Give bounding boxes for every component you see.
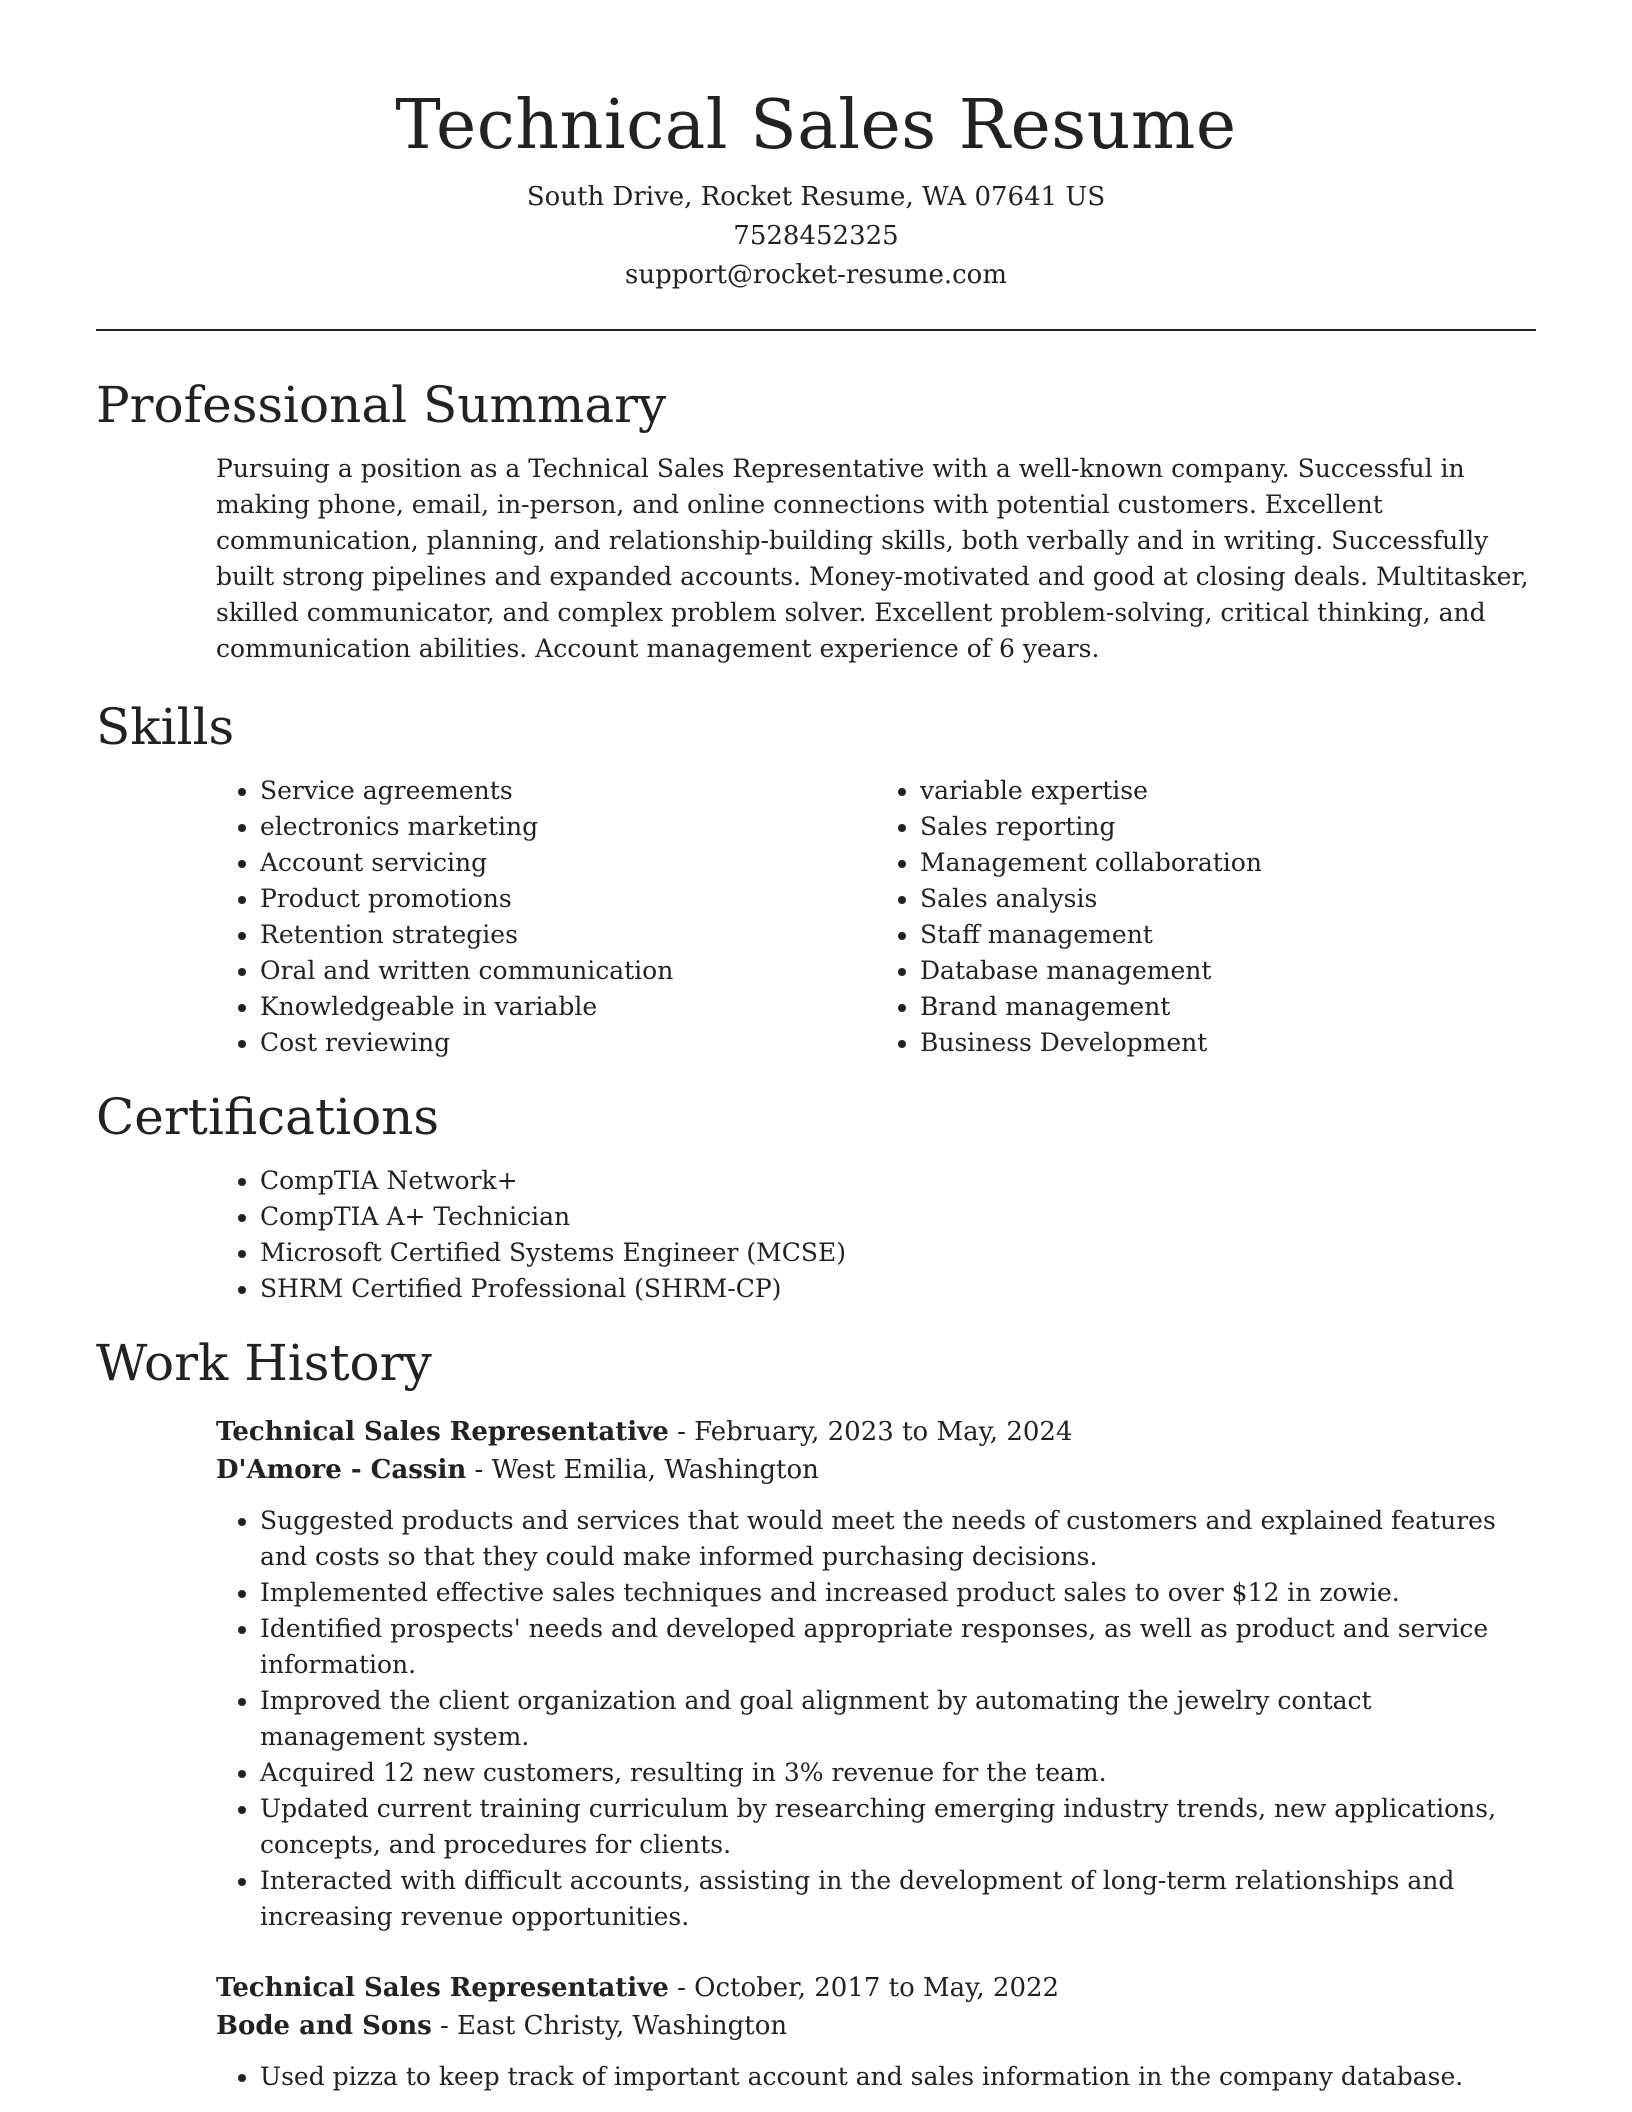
skills-left-column — [216, 773, 876, 1061]
job-dates: - February, 2023 to May, 2024 — [668, 1417, 1073, 1447]
job-company-line — [216, 2007, 1536, 2045]
job-title-line — [216, 1413, 1536, 1451]
skills-section — [96, 695, 1536, 1061]
skill-item: • variable expertise — [920, 773, 1536, 809]
skill-item: • Product promotions — [260, 881, 876, 917]
certification-item: • CompTIA A+ Technician — [260, 1199, 1536, 1235]
skills-right-column — [876, 773, 1536, 1061]
job-company: D'Amore - Cassin — [216, 1455, 467, 1485]
skill-item: • Business Development — [920, 1025, 1536, 1061]
job-bullet: • Improved the client organization and goal alignment by automating the jewelry contact management system. — [260, 1683, 1536, 1755]
job-location: - West Emilia, Washington — [466, 1455, 819, 1485]
skill-item: • Management collaboration — [920, 845, 1536, 881]
resume-header — [96, 0, 1536, 295]
skill-item: • Service agreements — [260, 773, 876, 809]
summary-text: Pursuing a position as a Technical Sales Representative with a well-known company. Successful in making phone, email, in-person, and online connections with potential customers. Excellent communication, planning, and relationship-building skills, both verbally and in writing. Successfully built strong pipelines and expanded accounts. Money-motivated and good at closing deals. Multitasker, skilled communicator, and complex problem solver. Excellent problem-solving, critical thinking, and communication abilities. Account management experience of 6 years. — [216, 454, 1529, 663]
contact-address: South Drive, Rocket Resume, WA 07641 US — [526, 182, 1106, 212]
job-title: Technical Sales Representative — [216, 1973, 669, 2003]
job-dates: - October, 2017 to May, 2022 — [668, 1973, 1060, 2003]
job-location: - East Christy, Washington — [431, 2011, 788, 2041]
skill-item: • Oral and written communication — [260, 953, 876, 989]
job-entry — [216, 1969, 1536, 2095]
work-history-section — [96, 1331, 1536, 2095]
job-title: Technical Sales Representative — [216, 1417, 669, 1447]
skill-item: • Staff management — [920, 917, 1536, 953]
job-bullet: • Interacted with difficult accounts, assisting in the development of long-term relationships and increasing revenue opportunities. — [260, 1863, 1536, 1935]
job-bullets — [216, 2059, 1536, 2095]
certification-item: • Microsoft Certified Systems Engineer (MCSE) — [260, 1235, 1536, 1271]
job-company-line — [216, 1451, 1536, 1489]
summary-heading: Professional Summary — [96, 376, 667, 434]
certification-item: • CompTIA Network+ — [260, 1163, 1536, 1199]
certification-item: • SHRM Certified Professional (SHRM-CP) — [260, 1271, 1536, 1307]
skill-item: • Sales analysis — [920, 881, 1536, 917]
summary-section — [96, 373, 1536, 667]
skill-item: • Sales reporting — [920, 809, 1536, 845]
job-bullet: • Implemented effective sales techniques and increased product sales to over $12 in zowie. — [260, 1575, 1536, 1611]
skill-item: • Account servicing — [260, 845, 876, 881]
skill-item: • Cost reviewing — [260, 1025, 876, 1061]
job-company: Bode and Sons — [216, 2011, 432, 2041]
contact-block — [96, 178, 1536, 295]
skill-item: • Database management — [920, 953, 1536, 989]
skill-item: • Knowledgeable in variable — [260, 989, 876, 1025]
resume-page — [96, 0, 1536, 2095]
skill-item: • Brand management — [920, 989, 1536, 1025]
skills-grid — [216, 773, 1536, 1061]
job-bullet: • Acquired 12 new customers, resulting in 3% revenue for the team. — [260, 1755, 1536, 1791]
job-title-line — [216, 1969, 1536, 2007]
contact-phone: 7528452325 — [733, 221, 899, 251]
header-divider — [96, 329, 1536, 331]
job-bullet: • Used pizza to keep track of important account and sales information in the company database. — [260, 2059, 1536, 2095]
skill-item: • Retention strategies — [260, 917, 876, 953]
certifications-heading: Certifications — [96, 1088, 440, 1146]
certifications-list — [216, 1163, 1536, 1307]
work-history-heading: Work History — [96, 1334, 432, 1392]
job-bullet: • Updated current training curriculum by researching emerging industry trends, new applications, concepts, and procedures for clients. — [260, 1791, 1536, 1863]
skill-item: • electronics marketing — [260, 809, 876, 845]
certifications-section — [96, 1085, 1536, 1307]
job-bullet: • Identified prospects' needs and developed appropriate responses, as well as product and service information. — [260, 1611, 1536, 1683]
skills-heading: Skills — [96, 698, 235, 756]
job-entry — [216, 1413, 1536, 1935]
job-bullets — [216, 1503, 1536, 1935]
resume-title: Technical Sales Resume — [395, 86, 1237, 165]
job-bullet: • Suggested products and services that would meet the needs of customers and explained features and costs so that they could make informed purchasing decisions. — [260, 1503, 1536, 1575]
contact-email: support@rocket-resume.com — [624, 260, 1007, 290]
